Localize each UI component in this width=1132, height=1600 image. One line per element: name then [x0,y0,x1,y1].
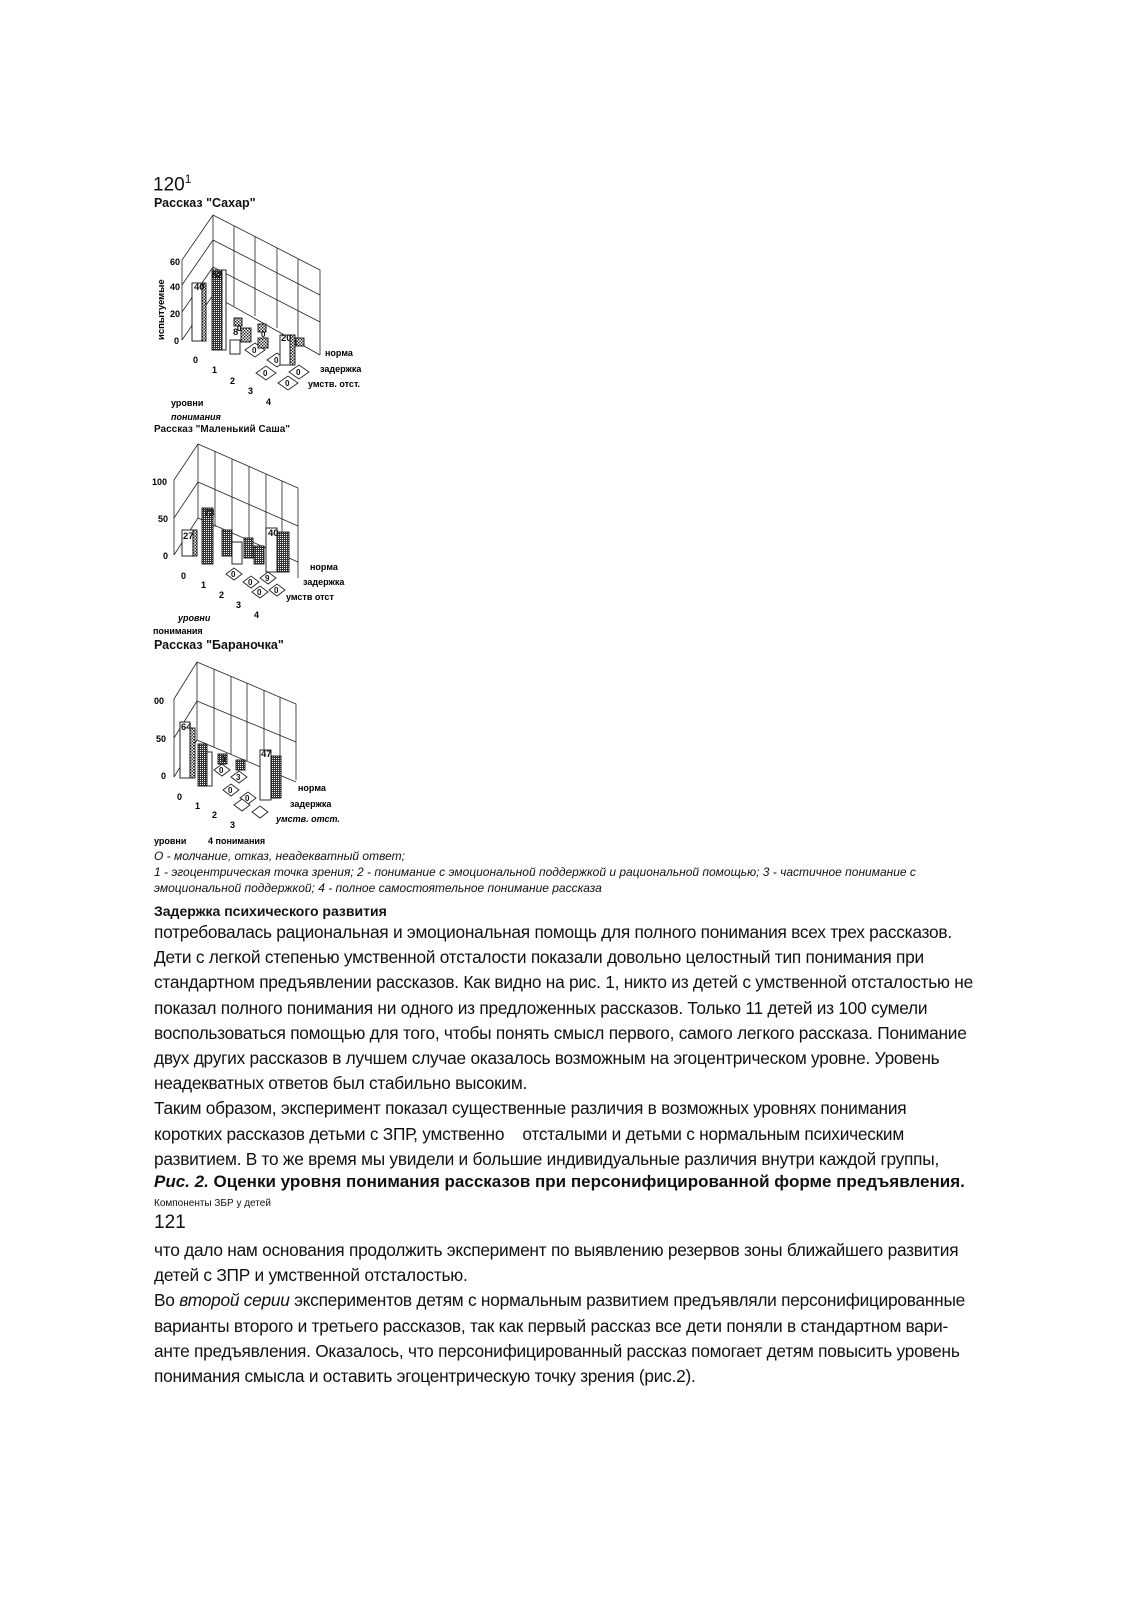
figure-caption-text: Оценки уровня понимания рассказов при персонифицированной форме предъявления. [213,1172,965,1191]
value-label: 40 [268,528,279,539]
x-tick: 2 [230,376,236,386]
text-line: развитием. В то же время мы увидели и большие индивидуальные различия внутри каждой группы, [154,1148,939,1169]
value-label: 0 [296,368,301,377]
value-label: 0 [219,766,224,775]
text-line: понимания смысла и оставить эгоцентрическую точку зрения (рис.2). [154,1366,696,1387]
value-label: 0 [231,570,236,579]
value-label: 0 [285,379,290,388]
bar [254,546,264,564]
x-tick: 3 [236,600,242,610]
chart-2-xlabel-2: понимания [153,626,203,636]
bar [244,538,253,558]
legend-line-1: 1 - эгоцентрическая точка зрения; 2 - понимание с эмоциональной поддержкой и рациональной помощью; 3 - частичное понимание с [154,865,916,879]
x-tick: 2 [212,810,218,820]
x-tick: 0 [181,571,187,581]
section-heading: Задержка психического развития [154,903,387,919]
bar [232,542,242,564]
x-tick: 0 [177,792,183,802]
y-tick: 40 [170,282,181,292]
emphasis-text: второй серии [179,1290,290,1311]
value-label: 0 [257,588,262,597]
group-label: умств отст [286,592,334,602]
bar [222,530,232,556]
y-tick: 100 [152,477,168,487]
chart-2-groups [286,562,345,602]
chart-3 [148,652,368,847]
x-tick: 4 [254,610,260,620]
x-tick: 1 [201,580,207,590]
text-line: коротких рассказов детьми с ЗПР, умственно отсталыми и детьми с нормальным психическим [154,1123,904,1144]
chart-2-title: Рассказ "Маленький Саша" [154,424,291,435]
value-label: 40 [194,282,205,293]
text-line: варианты второго и третьего рассказов, так как первый рассказ все дети поняли в стандартном вари- [154,1315,949,1336]
value-label: 27 [183,531,194,542]
group-label: норма [298,783,326,793]
x-tick: 1 [195,801,201,811]
x-tick: 3 [248,386,254,396]
group-label: задержка [303,577,345,587]
bar [241,328,251,342]
chart-2-yticks [152,477,168,561]
value-label: 73 [204,508,215,519]
bar [230,340,240,354]
legend-line-0: О - молчание, отказ, неадекватный ответ; [154,849,405,863]
value-label: 0 [274,586,279,595]
value-label: 64 [181,722,192,733]
x-tick: 0 [193,355,199,365]
legend-line-2: эмоциональной поддержкой; 4 - полное самостоятельное понимание рассказа [154,881,602,895]
chart-3-xlabel-1: уровни [154,836,187,846]
value-label: 0 [261,330,266,339]
text-line: анте предъявления. Оказалось, что персонифицированный рассказ помогает детям повысить уровень [154,1340,960,1361]
chart-3-groups [275,783,340,824]
value-label: 52 [212,270,223,281]
chart-1-xticks [193,355,271,407]
bar [190,728,195,778]
chart-2-xlabel-1: уровни [178,613,211,623]
chart-1-title: Рассказ "Сахар" [154,196,256,210]
chart-3-yticks [154,696,166,781]
group-label: умств. отст. [276,814,340,824]
x-tick: 4 [266,397,272,407]
bar [258,338,268,348]
bar [193,530,197,556]
text-span: Во [154,1290,180,1311]
group-label: задержка [290,799,332,809]
value-label: 0 [221,755,226,764]
chart-3-title: Рассказ "Бараночка" [154,638,284,652]
x-tick: 3 [230,820,236,830]
value-label: 20 [281,333,292,344]
chart-1-ylabel: испытуемые [156,279,167,340]
y-tick: 60 [170,257,181,267]
text-line: воспользоваться помощью для того, чтобы понять смысл первого, самого легкого рассказа. Понимание [154,1022,967,1043]
chart-1-xlabel-2: понимания [171,412,221,422]
chart-1-yticks [170,257,180,346]
text-line: двух других рассказов в лучшем случае оказалось возможным на эгоцентрическом уровне. Уровень [154,1048,940,1069]
group-label: норма [310,562,338,572]
text-line: что дало нам основания продолжить эксперимент по выявлению резервов зоны ближайшего развития [154,1240,959,1260]
chart-1-xlabel-1: уровни [171,398,204,408]
x-tick: 1 [212,365,218,375]
page-number-bottom: 121 [154,1212,186,1233]
page-number-value: 120 [153,174,185,196]
text-line: показал полного понимания ни одного из предложенных рассказов. Только 11 детей из 100 сумели [154,997,928,1018]
bar [271,756,281,798]
text-line-mixed [154,1288,1054,1313]
y-tick: 0 [174,336,180,346]
text-line: стандартном предъявлении рассказов. Как видно на рис. 1, никто из детей с умственной отсталостью не [154,972,973,993]
y-tick: 0 [161,771,167,781]
value-label: 9 [265,574,270,583]
chart-2-svg [148,438,368,638]
value-label: 3 [236,773,241,782]
bar [296,338,304,346]
value-label: 0 [263,369,268,378]
y-tick: 50 [156,734,167,744]
chart-3-xlabel-2: 4 понимания [208,836,266,846]
bar [198,744,207,786]
y-tick: 00 [154,696,165,706]
chart-1-svg [148,210,378,425]
chart-3-xticks [177,792,235,830]
bar [222,270,226,350]
text-span: экспериментов детям с нормальным развитием предъявляли персонифицированные [289,1290,965,1311]
bar [277,532,289,572]
running-head: Компоненты ЗБР у детей [154,1198,271,1209]
value-label: 0 [252,346,257,355]
value-label: 8 [233,327,239,338]
chart-1 [148,210,378,425]
value-label: 0 [237,324,242,333]
text-line: Таким образом, эксперимент показал существенные различия в возможных уровнях понимания [154,1098,907,1119]
figure-legend [154,848,1034,896]
y-tick: 0 [163,551,169,561]
value-label: 0 [274,356,279,365]
chart-1-groups [308,348,362,389]
value-label: 0 [248,578,253,587]
x-tick: 2 [219,590,225,600]
value-label: 47 [261,749,272,760]
figure-caption [154,1172,1054,1192]
page-number-top [153,172,191,196]
chart-2 [148,438,368,638]
group-label: норма [325,348,353,358]
bar [236,760,245,770]
bar [207,752,212,786]
footnote-mark: 1 [184,172,192,186]
text-line: потребовалась рациональная и эмоциональная помощь для полного понимания всех трех рассказов. [154,922,952,942]
y-tick: 50 [158,514,169,524]
y-tick: 20 [170,309,181,319]
group-label: задержка [320,364,362,374]
chart-3-svg [148,652,368,847]
text-line: Дети с легкой степенью умственной отсталости показали довольно целостный тип понимания при [154,947,924,968]
text-line: неадекватных ответов был стабильно высоким. [154,1073,528,1094]
value-label: 0 [228,786,233,795]
group-label: умств. отст. [308,379,361,389]
value-label: 0 [245,794,250,803]
text-line: детей с ЗПР и умственной отсталостью. [154,1265,468,1286]
bar [212,270,222,350]
body-paragraph-1 [154,920,1054,1172]
body-paragraph-2 [154,1238,1054,1389]
figure-label: Рис. 2. [154,1172,209,1191]
